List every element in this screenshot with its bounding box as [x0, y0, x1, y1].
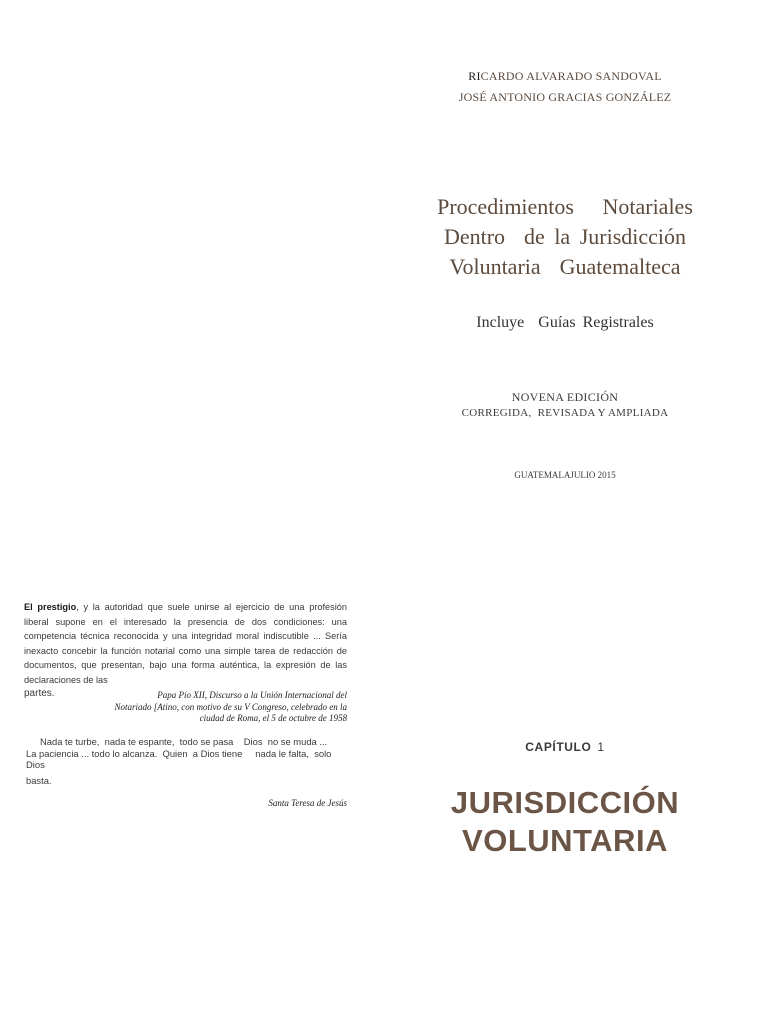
edition-block — [380, 389, 750, 421]
epigraph-quote-1 — [24, 600, 347, 702]
author-1-initial: RI — [468, 69, 481, 83]
chapter-number: 1 — [597, 740, 605, 754]
chapter-label: CAPÍTULO — [525, 740, 592, 754]
quote-2-line-1: Nada te turbe, nada te espante, todo se pasa Dios no se muda ... — [40, 736, 328, 747]
place-date: GUATEMALAJULIO 2015 — [514, 470, 616, 480]
book-subtitle: Incluye Guías Registrales — [476, 314, 654, 331]
book-title — [380, 192, 750, 282]
attribution-1-line-1: Papa Pío XII, Discurso a la Unión Internacional del — [157, 690, 347, 700]
quote-2-line-2: La paciencia ... todo lo alcanza. Quien a Dios tiene nada le falta, solo Dios — [26, 747, 335, 770]
epigraph-quote-2 — [26, 736, 336, 786]
epigraph-text: , y la autoridad que suele unirse al ejercicio de una profesión liberal supone en el interesado la presencia de dos condiciones: una competencia técnica reconocida y una integridad moral indiscutible ... Sería inexacto concebir la función notarial como una simple tarea de redacción de documentos, que presentan, bajo una forma auténtica, la expresión de las declaraciones de las — [24, 602, 348, 685]
author-1 — [380, 66, 750, 87]
chapter-title-line-2: VOLUNTARIA — [462, 823, 668, 858]
attribution-1-line-2: Notariado [Atino, con motivo de su V Congreso, celebrado en la — [114, 701, 347, 712]
edition-line-1: NOVENA EDICIÓN — [511, 390, 619, 404]
authors-block — [380, 66, 750, 108]
chapter-heading — [380, 740, 750, 754]
attribution-1-line-3: ciudad de Roma, el 5 de octubre de 1958 — [199, 713, 347, 723]
author-1-name: CARDO ALVARADO SANDOVAL — [480, 69, 662, 83]
quote-2-line-3: basta. — [26, 774, 52, 786]
author-2: JOSÉ ANTONIO GRACIAS GONZÁLEZ — [458, 90, 672, 104]
chapter-title — [380, 784, 750, 860]
epigraph-attribution-2: Santa Teresa de Jesús — [268, 798, 347, 808]
chapter-title-line-1: JURISDICCIÓN — [450, 785, 680, 820]
book-title-line-3: Voluntaria Guatemalteca — [449, 254, 681, 279]
book-title-line-1: Procedimientos Notariales — [437, 194, 693, 219]
epigraph-attribution-1 — [90, 690, 347, 725]
epigraph-lead: El prestigio — [24, 602, 77, 612]
epigraph-last-word: partes. — [24, 688, 55, 699]
edition-line-2: CORREGIDA, REVISADA Y AMPLIADA — [461, 407, 669, 419]
book-title-line-2: Dentro de la Jurisdicción — [443, 224, 687, 249]
